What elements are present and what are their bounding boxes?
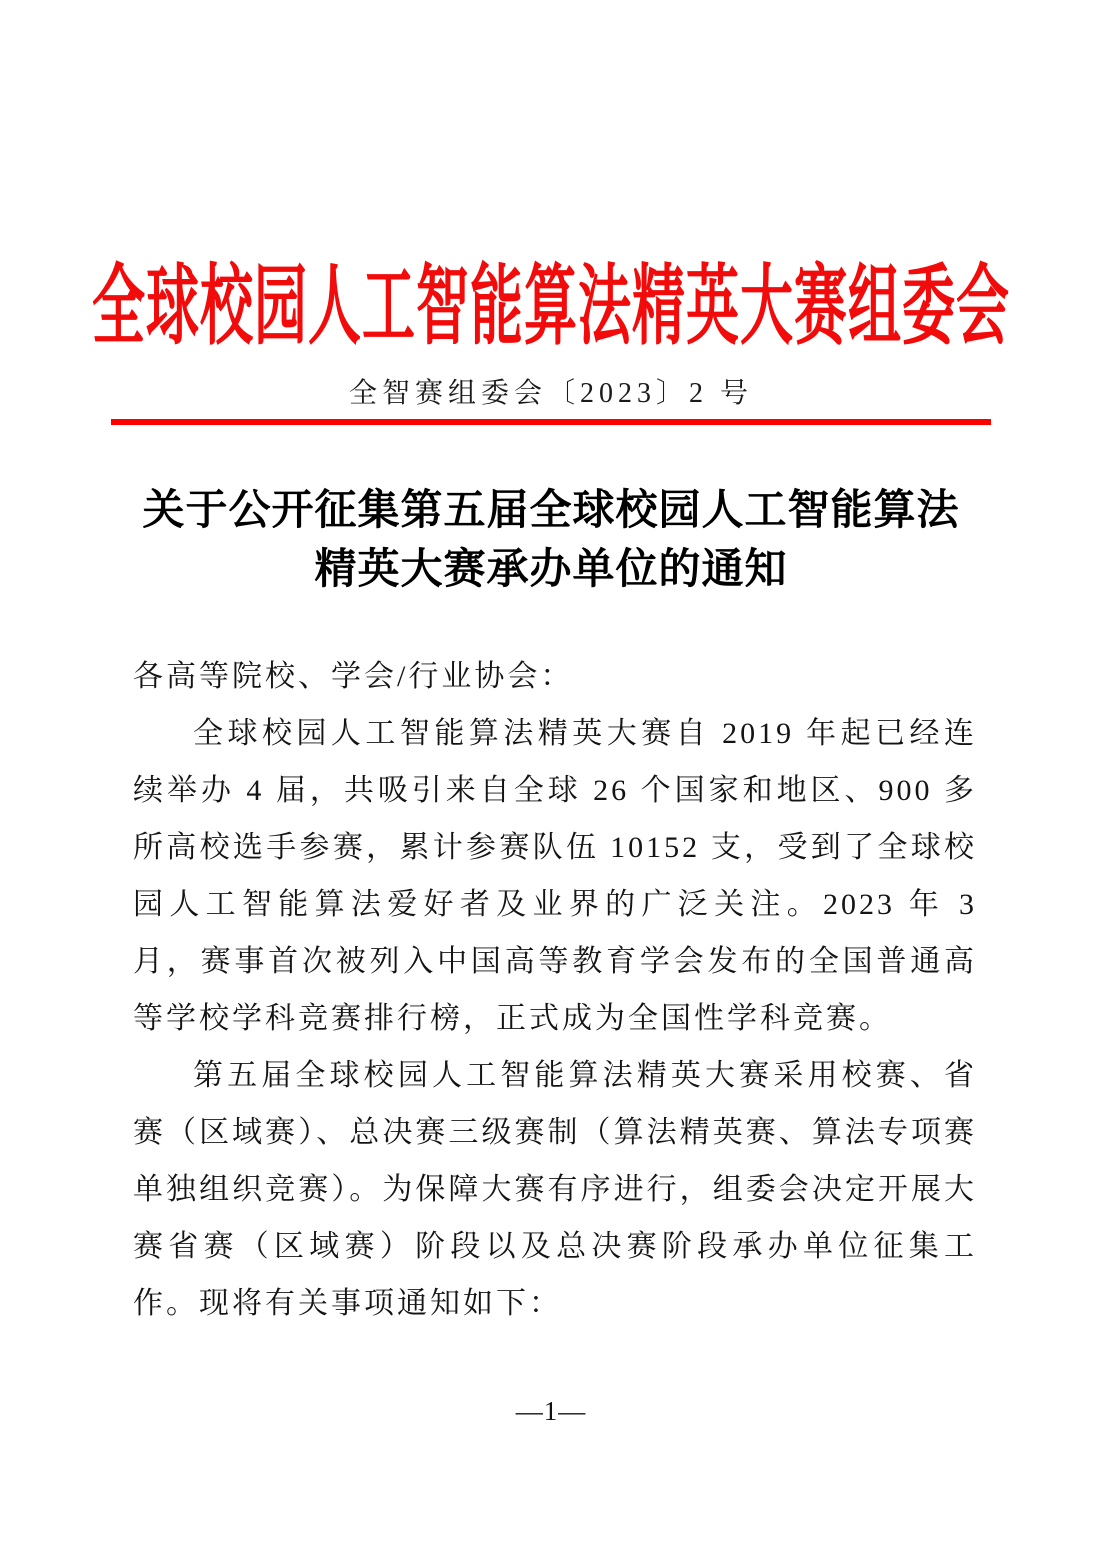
body-paragraph-1: 全球校园人工智能算法精英大赛自 2019 年起已经连续举办 4 届，共吸引来自全球 26 个国家和地区、900 多所高校选手参赛，累计参赛队伍 10152 支，受到了全球校园人工智能算法爱好者及业界的广泛关注。2023 年 3 月，赛事首次被列入中国高等教育学会发布的全国普通高等学校学科竞赛排行榜，正式成为全国性学科竞赛。: [133, 717, 977, 1035]
salutation: 各高等院校、学会/行业协会：: [133, 660, 574, 693]
document-title-line1: 关于公开征集第五届全球校园人工智能算法: [142, 488, 960, 534]
body-paragraph-2: 第五届全球校园人工智能算法精英大赛采用校赛、省赛（区域赛）、总决赛三级赛制（算法精英赛、算法专项赛单独组织竞赛）。为保障大赛有序进行，组委会决定开展大赛省赛（区域赛）阶段以及总决赛阶段承办单位征集工作。现将有关事项通知如下：: [133, 1059, 977, 1320]
doc-number: 全智赛组委会〔2023〕2 号: [348, 378, 753, 409]
document-body: [133, 648, 977, 1332]
org-header-title: 全球校园人工智能算法精英大赛组委会: [92, 260, 1010, 356]
org-header: [0, 237, 1102, 356]
document-title-line2: 精英大赛承办单位的通知: [314, 547, 788, 593]
red-separator-line: [111, 419, 991, 425]
page-number: —1—: [515, 1396, 587, 1426]
document-title: [0, 482, 1102, 600]
